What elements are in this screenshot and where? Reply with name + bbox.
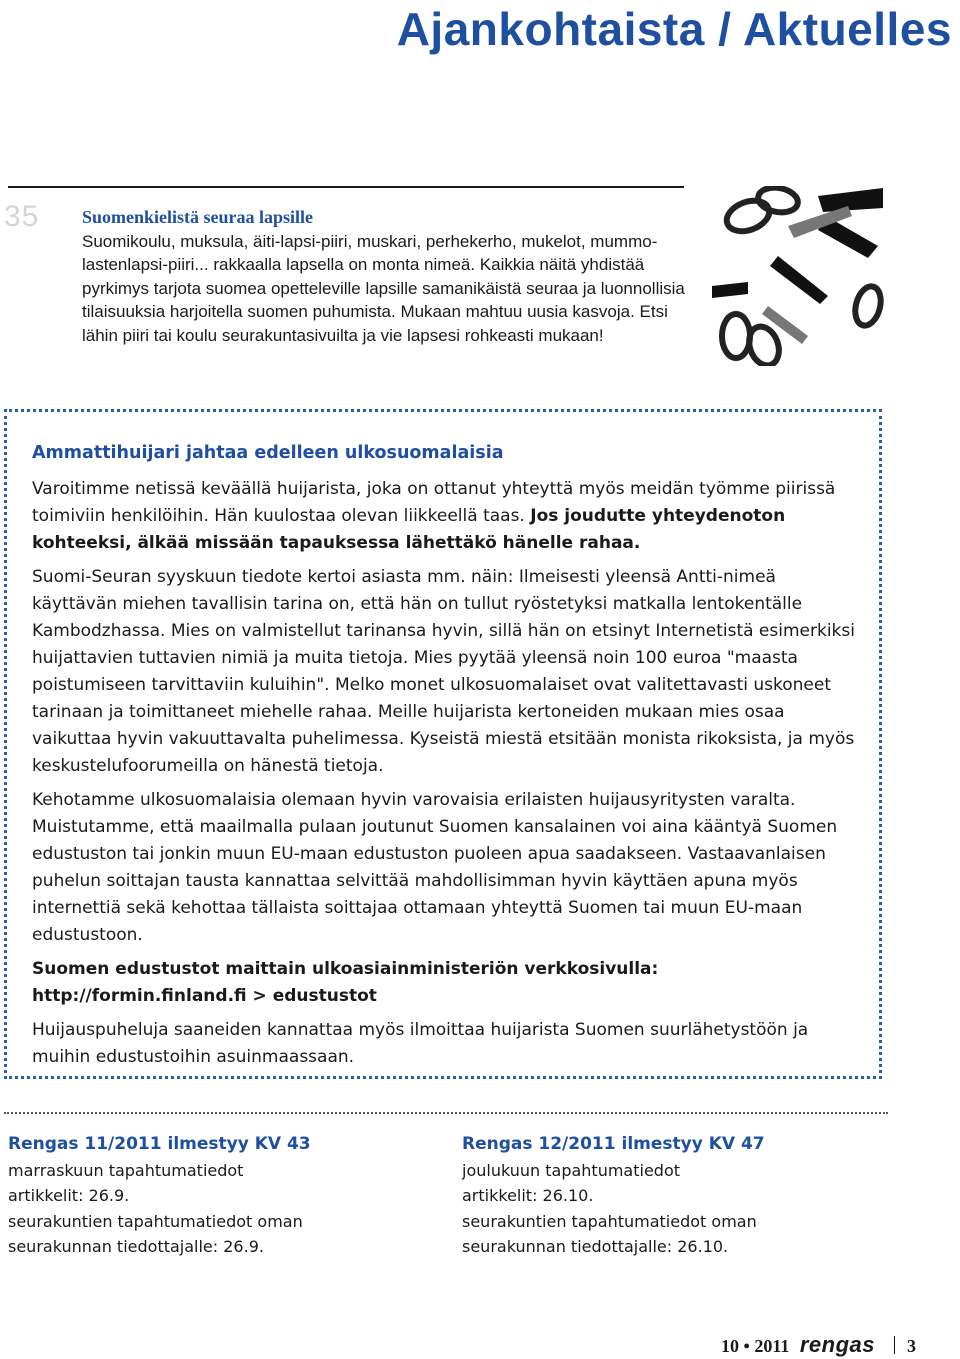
- issue-label: 10 • 2011: [721, 1336, 790, 1356]
- article-children-finnish: [82, 206, 702, 347]
- scammer-heading: Ammattihuijari jahtaa edelleen ulkosuomalaisia: [32, 443, 504, 463]
- notice-line: seurakunnan tiedottajalle: 26.9.: [8, 1237, 264, 1256]
- scammer-p1-bold: Jos joudutte yhteydenoton kohteeksi, älkää missään tapauksessa lähettäkö hänelle rahaa.: [32, 506, 786, 553]
- notice-line: artikkelit: 26.9.: [8, 1186, 130, 1205]
- notice-issue-12: [462, 1132, 862, 1260]
- notice-line: joulukuun tapahtumatiedot: [462, 1160, 681, 1180]
- notice-heading: Rengas 11/2011 ilmestyy KV 43: [8, 1134, 311, 1154]
- footer-separator: [894, 1336, 895, 1354]
- embassy-line: Suomen edustustot maittain ulkoasiainministeriön verkkosivulla:: [32, 959, 659, 979]
- article-number: 35: [4, 200, 40, 233]
- embassy-link[interactable]: http://formin.finland.fi > edustustot: [32, 986, 377, 1006]
- page-number: 3: [907, 1336, 916, 1356]
- page-title: Ajankohtaista / Aktuelles: [396, 3, 952, 55]
- scissors-photo: [708, 186, 886, 366]
- notice-line: artikkelit: 26.10.: [462, 1186, 594, 1205]
- scammer-p1-text: Varoitimme netissä keväällä huijarista, joka on ottanut yhteyttä myös meidän työmme piirissä toimiviin henkilöihin. Hän kuulostaa olevan liikkeellä taas.: [32, 479, 836, 526]
- notice-line: seurakuntien tapahtumatiedot oman: [462, 1211, 757, 1231]
- top-rule: [8, 186, 684, 188]
- notice-line: seurakunnan tiedottajalle: 26.10.: [462, 1237, 729, 1256]
- article-heading: Suomenkielistä seuraa lapsille: [82, 207, 314, 227]
- notice-issue-11: [8, 1132, 408, 1260]
- scammer-paragraph-4: [32, 956, 858, 1010]
- notice-line: marraskuun tapahtumatiedot: [8, 1160, 244, 1180]
- rengas-logo: rengas: [799, 1332, 875, 1357]
- scammer-paragraph-1: [32, 476, 858, 557]
- scammer-paragraph-5: Huijauspuheluja saaneiden kannattaa myös ilmoittaa huijarista Suomen suurlähetystöön ja muihin edustustoihin asuinmaassaan.: [32, 1020, 809, 1067]
- dotted-divider: [4, 1112, 888, 1114]
- scammer-paragraph-2: Suomi-Seuran syyskuun tiedote kertoi asiasta mm. näin: Ilmeisesti yleensä Antti-nimeä käyttävän miehen tavallisin tarina on, että hän on tullut ryöstetyksi matkalla lentokentälle Kambodzhassa. Mies on valmistellut tarinansa hyvin, sillä hän on etsinyt Internetistä esimerkiksi huijattavien tuttavien nimiä ja muita tietoja. Mies pyytää yleensä noin 100 euroa "maasta poistumiseen tarvittaviin kuluihin". Melko monet ulkosuomalaiset ovat valitettavasti uskoneet tarinaan ja toimittaneet miehelle rahaa. Meille huijarista kertoneiden mukaan mies osaa vaikuttaa hyvin vakuuttavalta puhelimessa. Kyseistä miestä etsitään monista rikoksista, ja myös keskustelufoorumeilla on hänestä tietoja.: [32, 567, 855, 776]
- page-footer: [721, 1332, 916, 1358]
- article-body: Suomikoulu, muksula, äiti-lapsi-piiri, muskari, perhekerho, mukelot, mummo-lastenlapsi-piiri... rakkaalla lapsella on monta nimeä. Kaikkia näitä yhdistää pyrkimys tarjota suomea opetteleville lapsille samanikäistä seuraa ja luonnollisia tilaisuuksia harjoitella suomen puhumista. Mukaan mahtuu uusia kasvoja. Etsi lähin piiri tai koulu seurakuntasivuilta ja vie lapsesi rohkeasti mukaan!: [82, 231, 685, 345]
- notice-line: seurakuntien tapahtumatiedot oman: [8, 1211, 303, 1231]
- article-scammer: [32, 440, 858, 1078]
- notice-heading: Rengas 12/2011 ilmestyy KV 47: [462, 1134, 765, 1154]
- scammer-paragraph-3: Kehotamme ulkosuomalaisia olemaan hyvin varovaisia erilaisten huijausyritysten varalta. Muistutamme, että maailmalla pulaan joutunut Suomen kansalainen voi aina kääntyä Suomen edustuston tai jonkin muun EU-maan edustuston puoleen apua saadakseen. Vastaavanlaisen puhelun soittajan tausta kannattaa selvittää mahdollisimman hyvin käyttäen apuna myös internettiä sekä kehottaa tällaista soittajaa ottamaan yhteyttä Suomen tai muun EU-maan edustustoon.: [32, 790, 838, 945]
